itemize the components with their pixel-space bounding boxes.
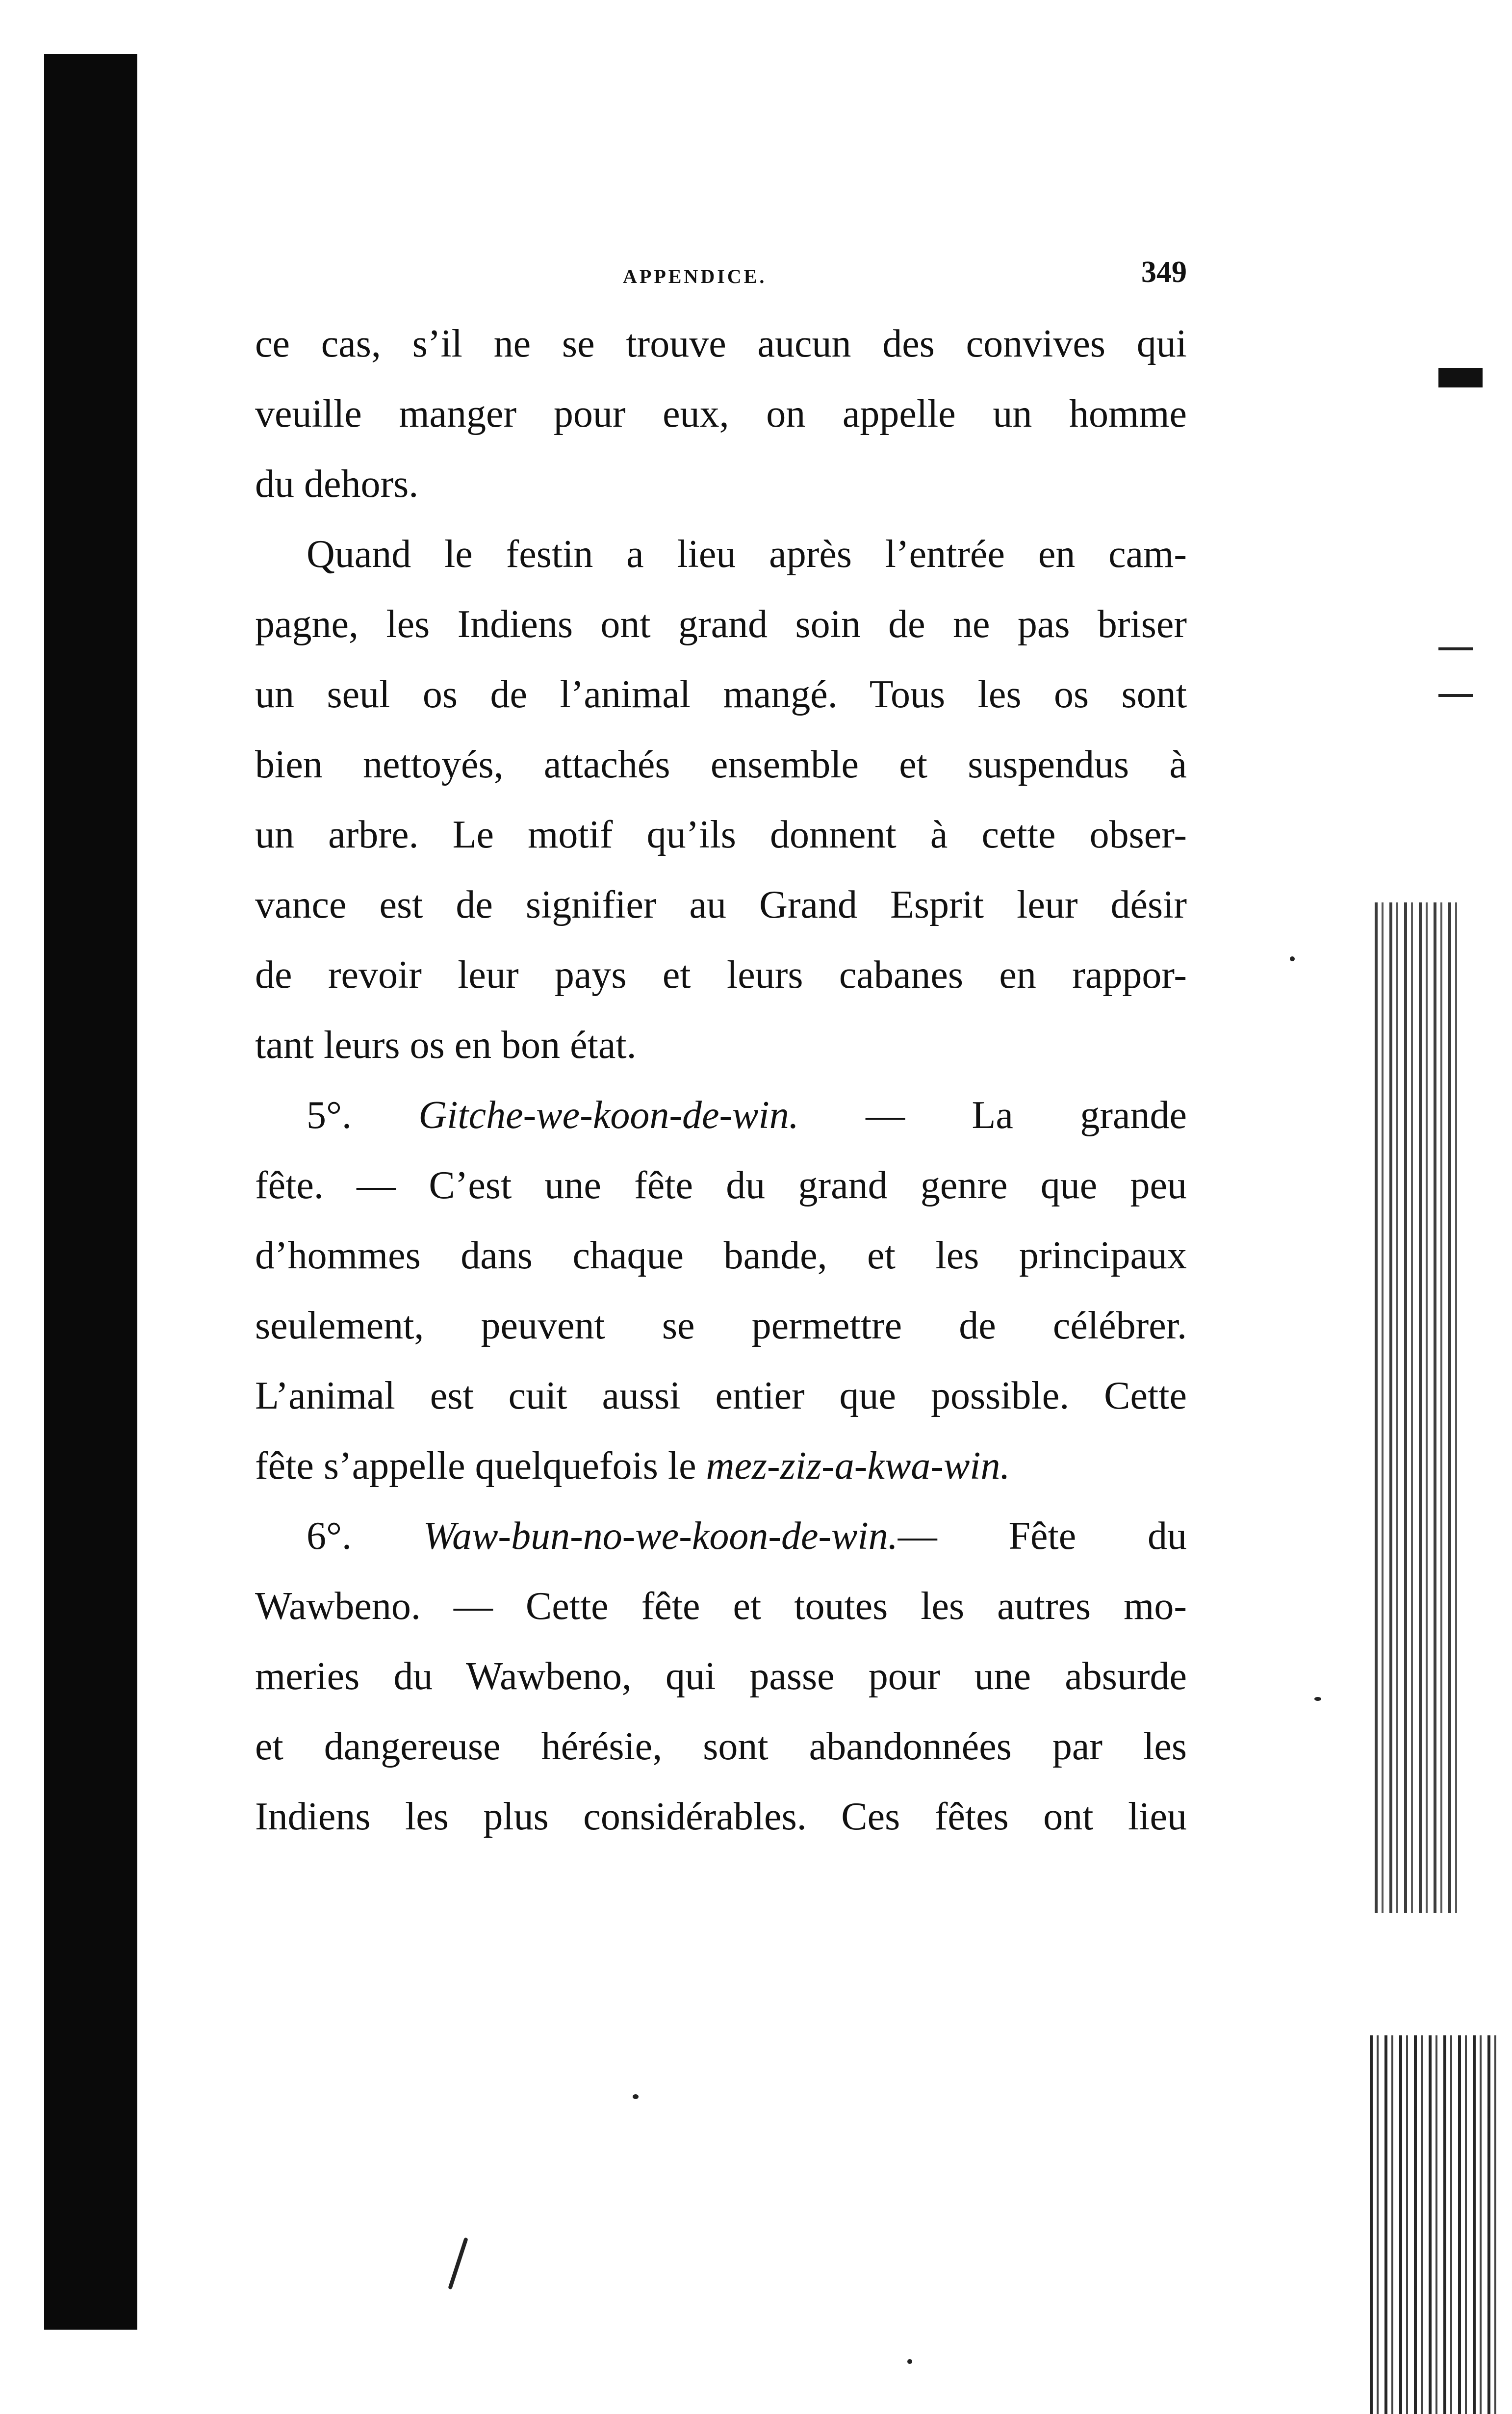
scan-edge-dash <box>1438 647 1473 650</box>
text-line: un seul os de l’animal mangé. Tous les os sont <box>255 673 1187 716</box>
running-title: APPENDICE. <box>623 265 767 287</box>
running-head <box>255 255 1187 309</box>
text-line: tant leurs os en bon état. <box>255 1024 637 1067</box>
text-line: fête. — C’est une fête du grand genre que peu <box>255 1164 1187 1207</box>
text-line: du dehors. <box>255 462 419 506</box>
section-number: 6°. <box>307 1515 352 1558</box>
page-number: 349 <box>1141 256 1187 289</box>
section-number: 5°. <box>307 1094 352 1137</box>
scan-binding-shadow <box>44 54 137 2330</box>
text-line: d’hommes dans chaque bande, et les principaux <box>255 1234 1187 1277</box>
text-line <box>255 1080 1187 1151</box>
text-line: et dangereuse hérésie, sont abandonnées par les <box>255 1725 1187 1768</box>
text-segment: — La grande <box>798 1094 1187 1137</box>
scan-speck <box>907 2359 912 2364</box>
text-line: ce cas, s’il ne se trouve aucun des convives qui <box>255 322 1187 365</box>
text-line <box>255 1431 1187 1501</box>
text-segment: — Fête du <box>897 1515 1187 1558</box>
scan-speck <box>1314 1697 1321 1701</box>
text-line: Wawbeno. — Cette fête et toutes les autres mo- <box>255 1585 1187 1628</box>
text-line: pagne, les Indiens ont grand soin de ne pas briser <box>255 603 1187 646</box>
text-line: veuille manger pour eux, on appelle un homme <box>255 392 1187 436</box>
scan-edge-dash <box>1438 694 1473 697</box>
feast-name: Gitche-we-koon-de-win. <box>418 1094 799 1137</box>
scan-speck <box>1290 956 1295 961</box>
text-line: L’animal est cuit aussi entier que possible. Cette <box>255 1374 1187 1417</box>
body-text <box>255 309 1187 1852</box>
text-line: vance est de signifier au Grand Esprit leur désir <box>255 883 1187 926</box>
text-line: seulement, peuvent se permettre de célébrer. <box>255 1304 1187 1347</box>
text-line: un arbre. Le motif qu’ils donnent à cette obser- <box>255 813 1187 856</box>
text-line: Indiens les plus considérables. Ces fêtes ont lieu <box>255 1795 1187 1838</box>
feast-name: Waw-bun-no-we-koon-de-win. <box>423 1515 898 1558</box>
scan-edge-noise <box>1375 902 1458 1913</box>
text-line <box>255 1501 1187 1571</box>
text-line: de revoir leur pays et leurs cabanes en rappor- <box>255 953 1187 997</box>
book-page <box>255 255 1187 1852</box>
text-segment: fête s’appelle quelquefois le <box>255 1444 706 1488</box>
feast-name: mez-ziz-a-kwa-win. <box>706 1444 1010 1488</box>
text-line: bien nettoyés, attachés ensemble et suspendus à <box>255 743 1187 786</box>
scan-edge-noise <box>1370 2035 1497 2414</box>
scan-speck <box>448 2237 468 2289</box>
scan-edge-mark <box>1438 368 1483 387</box>
text-line: meries du Wawbeno, qui passe pour une absurde <box>255 1655 1187 1698</box>
scan-speck <box>633 2094 639 2099</box>
text-line: Quand le festin a lieu après l’entrée en cam- <box>307 533 1187 576</box>
